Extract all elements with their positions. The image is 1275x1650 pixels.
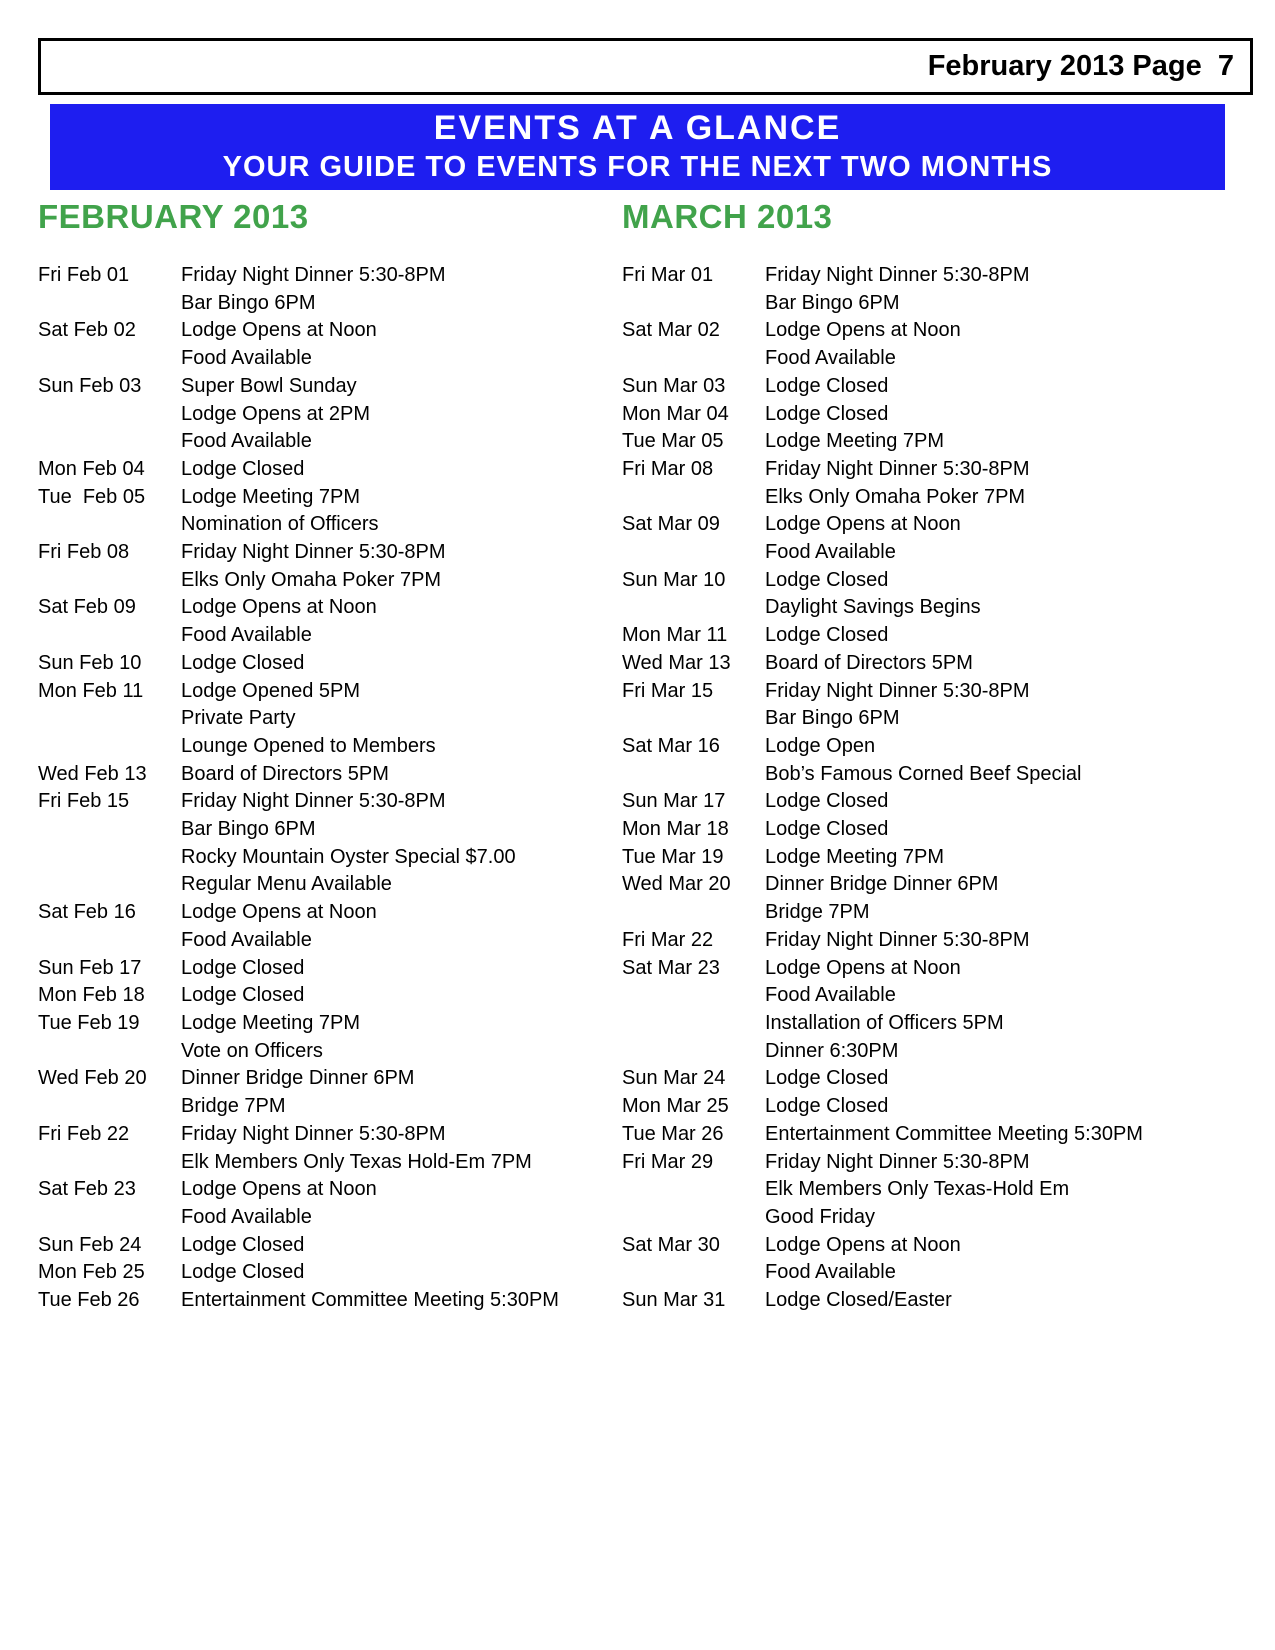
event-description: Lodge Meeting 7PM (181, 485, 361, 508)
event-row (38, 456, 622, 484)
event-row (38, 705, 622, 733)
event-row (622, 816, 1242, 844)
event-date: Sun Mar 03 (622, 374, 726, 397)
event-description: Lodge Closed (765, 790, 889, 813)
event-description: Lodge Closed (765, 818, 889, 841)
event-date: Tue Feb 26 (38, 1289, 140, 1312)
event-row (38, 1121, 622, 1149)
event-date (38, 733, 181, 761)
event-date (38, 1093, 181, 1121)
event-date: Fri Mar 08 (622, 457, 714, 480)
event-description: Food Available (765, 347, 896, 370)
event-description: Food Available (181, 624, 312, 647)
event-date (622, 899, 765, 927)
event-date (622, 484, 765, 512)
event-row (38, 1149, 622, 1177)
event-row (622, 1204, 1242, 1232)
event-row (38, 1093, 622, 1121)
event-description: Lodge Closed (765, 624, 889, 647)
event-description: Food Available (765, 541, 896, 564)
event-description: Daylight Savings Begins (765, 596, 981, 619)
event-description: Friday Night Dinner 5:30-8PM (181, 790, 446, 813)
event-row (38, 567, 622, 595)
event-row (622, 761, 1242, 789)
event-date (622, 1176, 765, 1204)
event-date: Mon Mar 25 (622, 1095, 729, 1118)
page-header-box (38, 38, 1253, 95)
event-date (38, 401, 181, 429)
event-row (622, 1010, 1242, 1038)
event-row (622, 511, 1242, 539)
event-date: Sun Mar 17 (622, 790, 726, 813)
page-header-title: February 2013 Page 7 (927, 50, 1234, 82)
event-date: Fri Feb 22 (38, 1122, 130, 1145)
event-row (38, 1232, 622, 1260)
event-description: Entertainment Committee Meeting 5:30PM (765, 1122, 1143, 1145)
event-description: Dinner Bridge Dinner 6PM (765, 873, 999, 896)
event-date: Tue Mar 19 (622, 845, 724, 868)
event-row (622, 262, 1242, 290)
event-row (38, 290, 622, 318)
event-row (38, 511, 622, 539)
event-row (38, 373, 622, 401)
banner-subtitle: YOUR GUIDE TO EVENTS FOR THE NEXT TWO MONTHS (222, 151, 1053, 183)
event-description: Lodge Opens at Noon (765, 956, 961, 979)
event-date: Fri Mar 29 (622, 1150, 714, 1173)
event-row (622, 844, 1242, 872)
event-date: Sun Mar 10 (622, 568, 726, 591)
event-description: Lodge Closed (181, 1261, 305, 1284)
event-date: Mon Feb 25 (38, 1261, 145, 1284)
event-description: Food Available (765, 1261, 896, 1284)
event-description: Bar Bingo 6PM (765, 707, 900, 730)
event-row (622, 484, 1242, 512)
event-row (622, 733, 1242, 761)
event-date: Sun Feb 24 (38, 1233, 142, 1256)
event-row (622, 1287, 1242, 1315)
event-description: Lodge Opens at Noon (765, 513, 961, 536)
event-row (622, 1149, 1242, 1177)
event-date: Mon Feb 11 (38, 679, 144, 702)
event-description: Friday Night Dinner 5:30-8PM (181, 541, 446, 564)
event-row (38, 1204, 622, 1232)
event-row (38, 1176, 622, 1204)
event-description: Lodge Meeting 7PM (765, 430, 945, 453)
event-description: Lodge Closed (181, 956, 305, 979)
event-description: Lounge Opened to Members (181, 734, 436, 757)
event-row (622, 1093, 1242, 1121)
event-date: Tue Feb 05 (38, 485, 146, 508)
event-row (38, 982, 622, 1010)
event-description: Food Available (181, 430, 312, 453)
event-description: Lodge Closed (181, 984, 305, 1007)
event-row (622, 1176, 1242, 1204)
event-description: Food Available (181, 1205, 312, 1228)
event-row (38, 428, 622, 456)
event-date: Wed Feb 20 (38, 1067, 147, 1090)
event-date: Fri Feb 01 (38, 264, 130, 286)
event-row (38, 1287, 622, 1315)
event-date (38, 927, 181, 955)
event-description: Private Party (181, 707, 296, 730)
event-date (622, 982, 765, 1010)
event-description: Friday Night Dinner 5:30-8PM (765, 928, 1030, 951)
event-date: Mon Mar 11 (622, 624, 728, 647)
events-banner (50, 104, 1225, 190)
event-description: Friday Night Dinner 5:30-8PM (765, 1150, 1030, 1173)
event-description: Lodge Closed (181, 457, 305, 480)
event-description: Lodge Open (765, 734, 876, 757)
event-date: Sun Feb 10 (38, 651, 142, 674)
event-date: Sun Feb 17 (38, 956, 142, 979)
event-description: Dinner Bridge Dinner 6PM (181, 1067, 415, 1090)
event-description: Friday Night Dinner 5:30-8PM (181, 264, 446, 286)
event-description: Lodge Closed (765, 1067, 889, 1090)
event-row (38, 1038, 622, 1066)
event-date (38, 705, 181, 733)
event-row (38, 899, 622, 927)
event-row (38, 262, 622, 290)
event-description: Bridge 7PM (765, 901, 870, 924)
event-description: Elk Members Only Texas-Hold Em (765, 1178, 1070, 1201)
event-date: Wed Mar 20 (622, 873, 731, 896)
event-description: Elks Only Omaha Poker 7PM (765, 485, 1026, 508)
event-row (622, 401, 1242, 429)
event-date: Tue Feb 19 (38, 1011, 140, 1034)
events-two-column-layout (38, 198, 1275, 1315)
event-date (38, 871, 181, 899)
event-row (622, 290, 1242, 318)
event-date (38, 511, 181, 539)
event-date: Mon Feb 04 (38, 457, 145, 480)
event-date: Mon Mar 04 (622, 402, 729, 425)
event-description: Lodge Closed/Easter (765, 1289, 952, 1312)
event-date: Fri Feb 15 (38, 790, 130, 813)
event-row (38, 678, 622, 706)
event-date (38, 1149, 181, 1177)
event-description: Lodge Opens at Noon (765, 1233, 961, 1256)
event-description: Lodge Meeting 7PM (765, 845, 945, 868)
event-row (622, 1065, 1242, 1093)
event-date: Fri Mar 22 (622, 928, 714, 951)
event-description: Lodge Opened 5PM (181, 679, 361, 702)
event-date: Fri Mar 15 (622, 679, 714, 702)
event-row (38, 539, 622, 567)
event-row (622, 650, 1242, 678)
event-date (38, 290, 181, 318)
event-date (38, 345, 181, 373)
event-row (38, 927, 622, 955)
event-date: Sat Feb 02 (38, 319, 136, 342)
event-row (38, 1010, 622, 1038)
event-description: Lodge Meeting 7PM (181, 1011, 361, 1034)
event-description: Lodge Closed (181, 1233, 305, 1256)
event-description: Friday Night Dinner 5:30-8PM (765, 264, 1030, 286)
event-row (38, 844, 622, 872)
event-row (622, 788, 1242, 816)
event-row (622, 871, 1242, 899)
event-description: Food Available (181, 928, 312, 951)
banner-title: EVENTS AT A GLANCE (433, 109, 842, 147)
event-date (622, 761, 765, 789)
event-date: Sun Feb 03 (38, 374, 142, 397)
event-description: Rocky Mountain Oyster Special $7.00 (181, 845, 516, 868)
event-date (622, 594, 765, 622)
event-date (38, 567, 181, 595)
event-description: Elks Only Omaha Poker 7PM (181, 568, 442, 591)
event-description: Bar Bingo 6PM (765, 291, 900, 314)
month-column-march (622, 198, 1242, 1315)
event-row (622, 927, 1242, 955)
event-description: Installation of Officers 5PM (765, 1011, 1004, 1034)
event-row (622, 456, 1242, 484)
event-description: Entertainment Committee Meeting 5:30PM (181, 1289, 559, 1312)
event-row (622, 678, 1242, 706)
event-date (622, 345, 765, 373)
event-date: Sat Mar 23 (622, 956, 720, 979)
month-column-february (38, 198, 622, 1315)
event-description: Lodge Opens at Noon (765, 319, 961, 342)
event-description: Lodge Opens at Noon (181, 319, 377, 342)
event-row (622, 539, 1242, 567)
event-date (38, 816, 181, 844)
month-heading-february: FEBRUARY 2013 (38, 198, 309, 235)
event-date: Tue Mar 05 (622, 430, 724, 453)
event-description: Lodge Opens at 2PM (181, 402, 371, 425)
event-row (38, 594, 622, 622)
event-row (622, 567, 1242, 595)
event-row (622, 899, 1242, 927)
event-row (622, 1038, 1242, 1066)
event-description: Good Friday (765, 1205, 876, 1228)
event-date (38, 1204, 181, 1232)
event-description: Lodge Closed (765, 568, 889, 591)
events-list (622, 262, 1242, 1315)
event-description: Lodge Opens at Noon (181, 901, 377, 924)
event-date (38, 1038, 181, 1066)
event-description: Vote on Officers (181, 1039, 323, 1062)
event-description: Lodge Opens at Noon (181, 596, 377, 619)
event-date: Wed Mar 13 (622, 651, 731, 674)
event-description: Lodge Closed (765, 402, 889, 425)
event-date (622, 1010, 765, 1038)
event-description: Lodge Closed (765, 374, 889, 397)
event-row (622, 594, 1242, 622)
event-date: Sat Mar 16 (622, 734, 720, 757)
event-date: Sat Mar 02 (622, 319, 720, 342)
event-description: Friday Night Dinner 5:30-8PM (765, 679, 1030, 702)
event-date (38, 622, 181, 650)
event-date: Fri Feb 08 (38, 541, 130, 564)
event-description: Bar Bingo 6PM (181, 291, 316, 314)
event-row (622, 1121, 1242, 1149)
event-date (38, 428, 181, 456)
event-date: Sun Mar 31 (622, 1289, 726, 1312)
event-row (38, 650, 622, 678)
event-row (38, 345, 622, 373)
event-row (622, 345, 1242, 373)
event-row (38, 484, 622, 512)
event-date (38, 844, 181, 872)
event-row (38, 317, 622, 345)
event-date: Fri Mar 01 (622, 264, 714, 286)
event-description: Nomination of Officers (181, 513, 379, 536)
event-row (38, 871, 622, 899)
event-row (622, 982, 1242, 1010)
event-row (622, 317, 1242, 345)
event-description: Friday Night Dinner 5:30-8PM (765, 457, 1030, 480)
month-heading-march: MARCH 2013 (622, 198, 833, 235)
event-description: Board of Directors 5PM (765, 651, 973, 674)
event-description: Dinner 6:30PM (765, 1039, 899, 1062)
event-row (622, 955, 1242, 983)
event-description: Lodge Opens at Noon (181, 1178, 377, 1201)
event-description: Lodge Closed (765, 1095, 889, 1118)
event-description: Bridge 7PM (181, 1095, 286, 1118)
event-row (622, 705, 1242, 733)
event-date (622, 539, 765, 567)
event-row (622, 373, 1242, 401)
event-description: Bar Bingo 6PM (181, 818, 316, 841)
event-row (38, 788, 622, 816)
event-date: Wed Feb 13 (38, 762, 147, 785)
event-description: Food Available (181, 347, 312, 370)
event-date: Sat Feb 23 (38, 1178, 136, 1201)
event-date: Tue Mar 26 (622, 1122, 724, 1145)
event-row (622, 428, 1242, 456)
event-date (622, 705, 765, 733)
event-date: Mon Mar 18 (622, 818, 729, 841)
event-date (622, 290, 765, 318)
event-description: Board of Directors 5PM (181, 762, 389, 785)
event-date: Sat Mar 09 (622, 513, 720, 536)
event-date (622, 1204, 765, 1232)
event-row (38, 955, 622, 983)
event-description: Friday Night Dinner 5:30-8PM (181, 1122, 446, 1145)
event-row (38, 1259, 622, 1287)
event-date: Mon Feb 18 (38, 984, 145, 1007)
event-description: Food Available (765, 984, 896, 1007)
event-row (38, 761, 622, 789)
event-row (622, 1259, 1242, 1287)
event-row (622, 622, 1242, 650)
event-row (38, 622, 622, 650)
event-description: Elk Members Only Texas Hold-Em 7PM (181, 1150, 532, 1173)
event-row (38, 1065, 622, 1093)
event-description: Lodge Closed (181, 651, 305, 674)
event-date: Sat Mar 30 (622, 1233, 720, 1256)
event-row (38, 401, 622, 429)
event-date: Sat Feb 09 (38, 596, 136, 619)
event-date: Sat Feb 16 (38, 901, 136, 924)
event-description: Super Bowl Sunday (181, 374, 357, 397)
event-date: Sun Mar 24 (622, 1067, 726, 1090)
event-row (622, 1232, 1242, 1260)
event-description: Regular Menu Available (181, 873, 392, 896)
event-row (38, 816, 622, 844)
event-date (622, 1259, 765, 1287)
event-row (38, 733, 622, 761)
event-description: Bob’s Famous Corned Beef Special (765, 762, 1082, 785)
event-date (622, 1038, 765, 1066)
events-list (38, 262, 622, 1315)
